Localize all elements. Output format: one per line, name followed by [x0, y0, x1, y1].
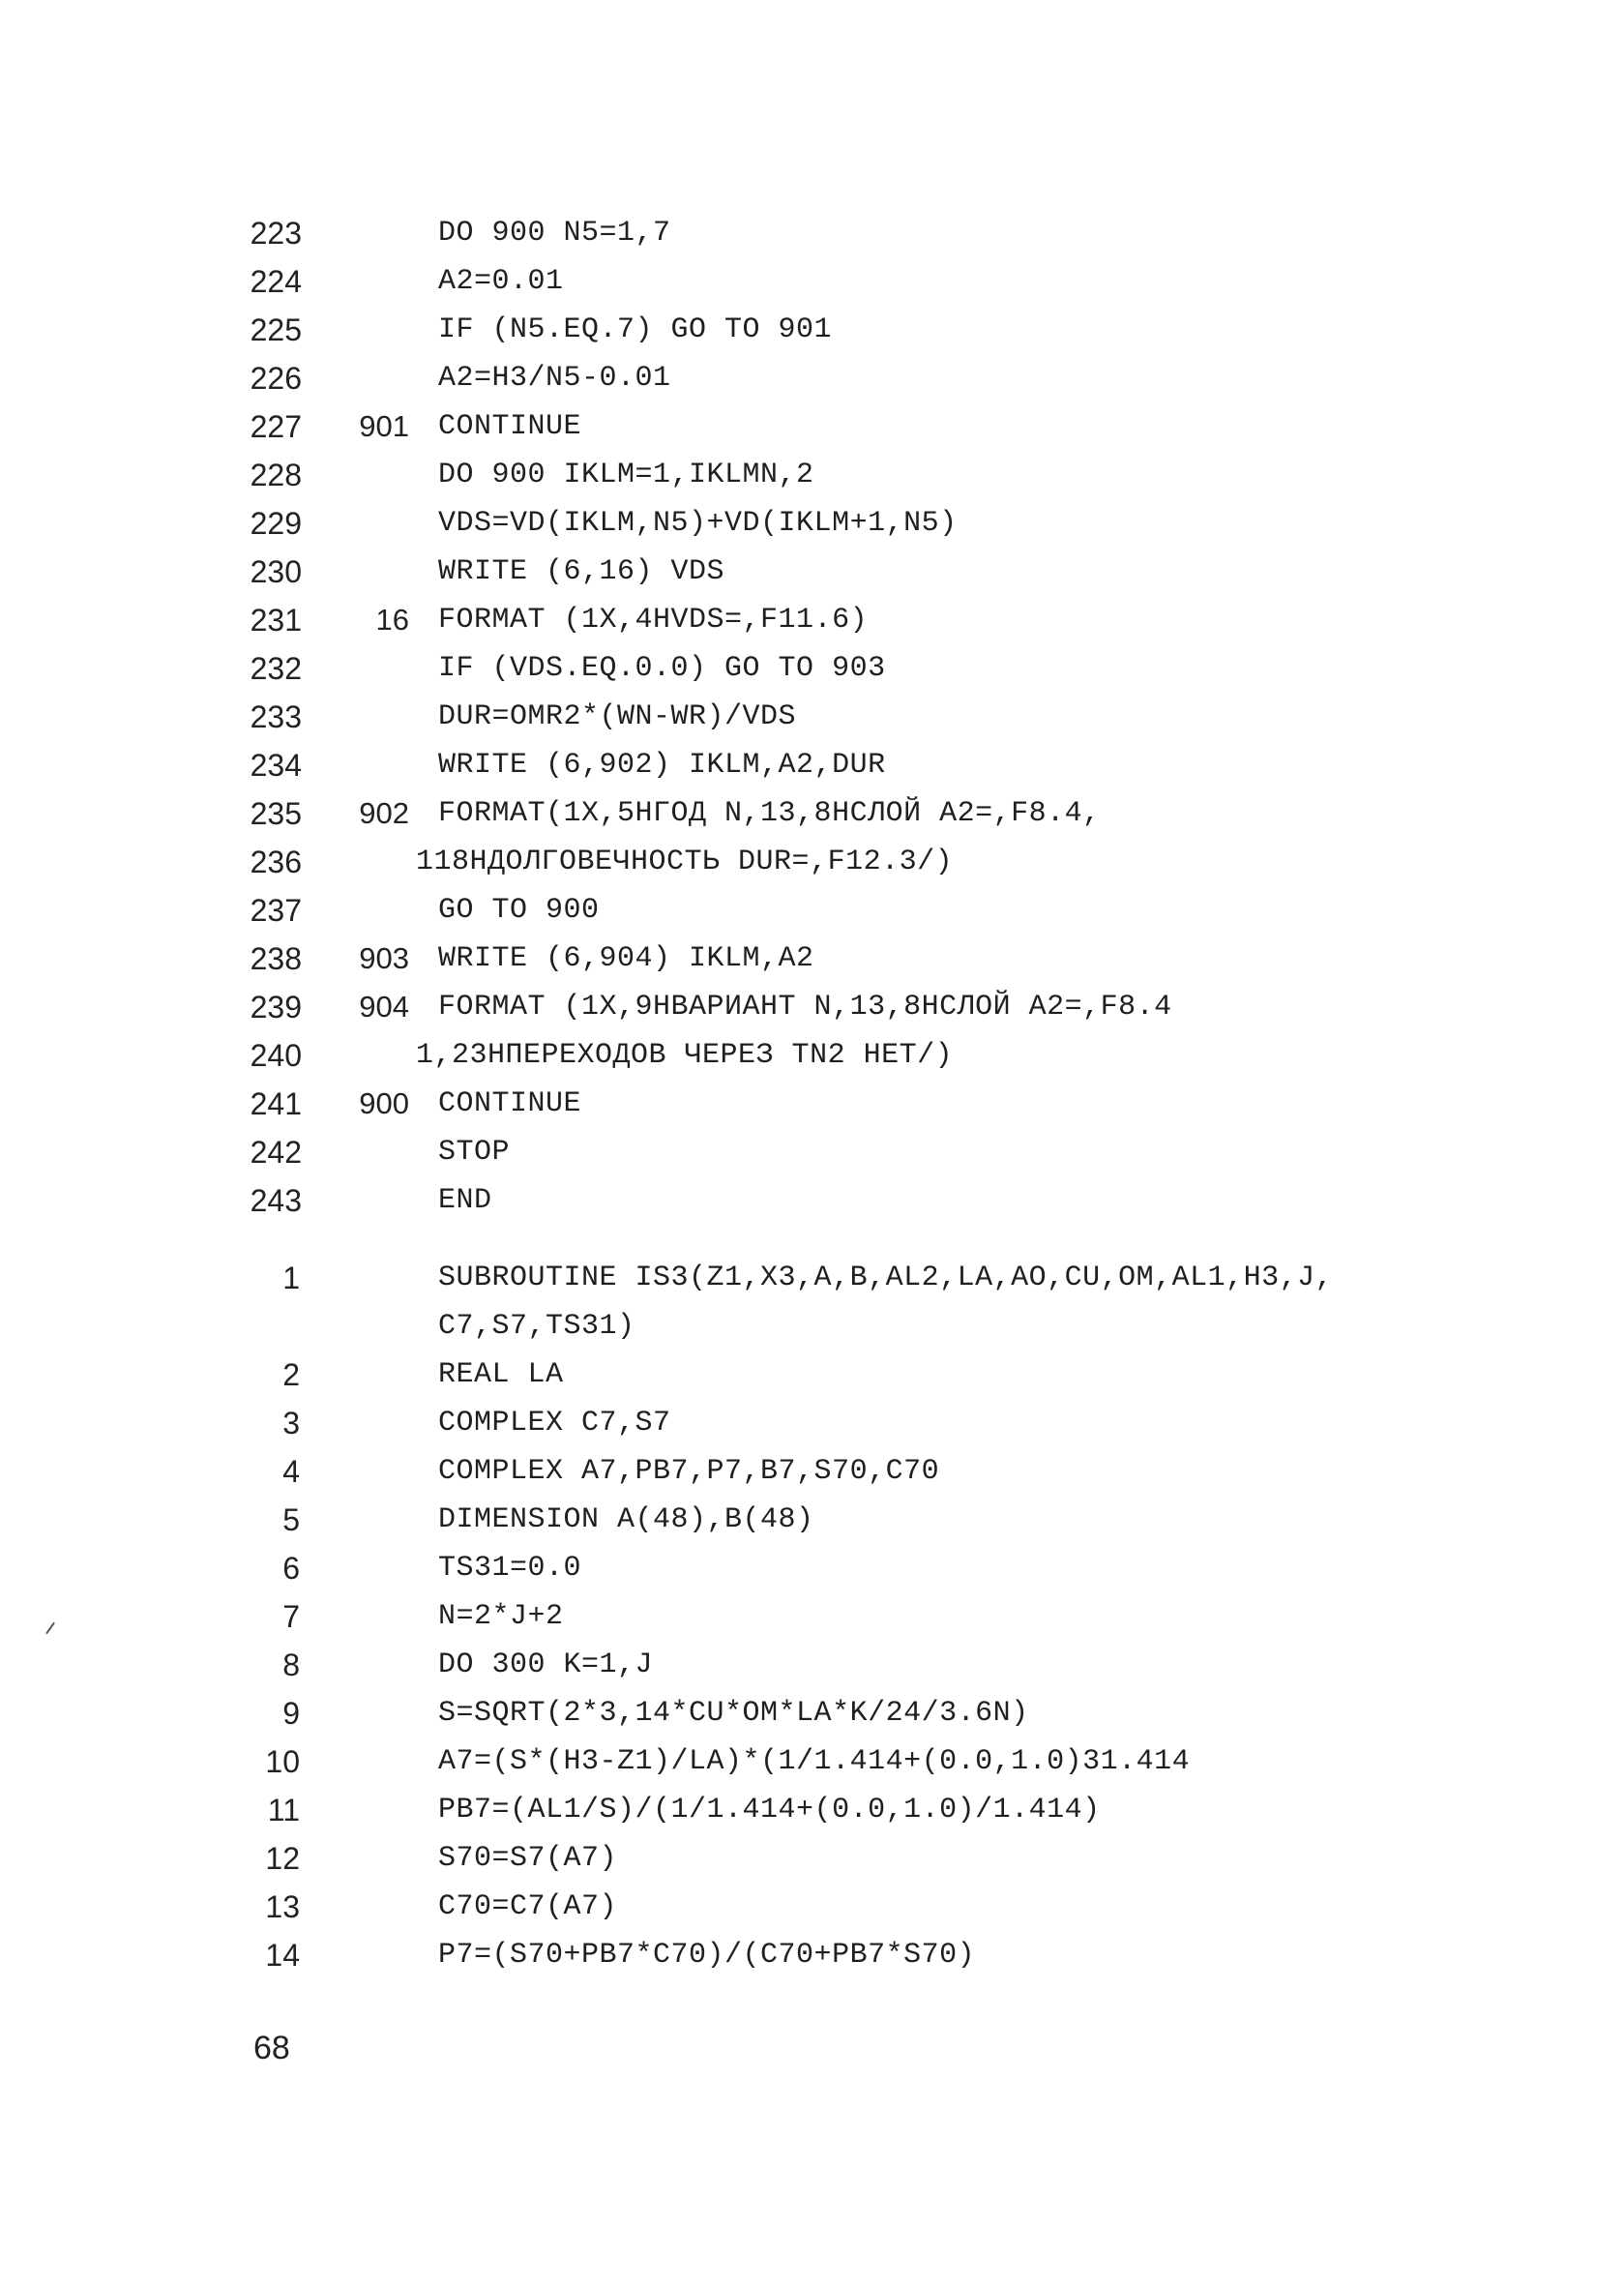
- code-text: SUBROUTINE IS3(Z1,X3,A,B,AL2,LA,AO,CU,OM,AL1,H3,J,: [438, 1262, 1334, 1294]
- code-text: N=2*J+2: [438, 1600, 564, 1633]
- line-number: 7: [282, 1599, 300, 1634]
- code-line: [232, 451, 1490, 499]
- code-line: [232, 1128, 1490, 1176]
- subroutine-block: [232, 1254, 1490, 1979]
- line-number: 5: [282, 1502, 300, 1537]
- statement-label: 904: [359, 990, 409, 1024]
- code-text: S=SQRT(2*3,14*CU*OM*LA*K/24/3.6N): [438, 1697, 1029, 1730]
- code-text: P7=(S70+PB7*C70)/(C70+PB7*S70): [438, 1939, 976, 1972]
- line-number: 233: [250, 699, 302, 734]
- code-text: REAL LA: [438, 1358, 564, 1391]
- code-text: WRITE (6,904) IKLM,A2: [438, 942, 814, 975]
- line-number: 230: [250, 554, 302, 589]
- code-text: C7,S7,TS31): [438, 1310, 635, 1343]
- line-number: 2: [282, 1357, 300, 1392]
- code-line: [232, 1176, 1490, 1225]
- line-number: 239: [250, 990, 302, 1025]
- statement-label: 901: [359, 409, 409, 443]
- code-text: S70=S7(A7): [438, 1842, 618, 1875]
- statement-label: 903: [359, 941, 409, 975]
- code-text: FORMAT (1X,4HVDS=,F11.6): [438, 604, 869, 637]
- code-text: WRITE (6,16) VDS: [438, 555, 725, 588]
- statement-label: 900: [359, 1086, 409, 1120]
- line-number: 226: [250, 361, 302, 396]
- code-line: [232, 935, 1490, 983]
- code-text: 118HДОЛГОВЕЧНОСТЬ DUR=,F12.3/): [416, 846, 954, 878]
- line-number: 237: [250, 893, 302, 928]
- code-text: IF (N5.EQ.7) GO TO 901: [438, 313, 833, 346]
- code-text: 1,23HПЕРЕХОДОВ ЧЕРЕЗ TN2 НЕТ/): [416, 1039, 954, 1072]
- code-text: COMPLEX C7,S7: [438, 1407, 671, 1440]
- line-number: 235: [250, 796, 302, 831]
- line-number: 13: [265, 1889, 300, 1924]
- code-text: STOP: [438, 1136, 511, 1169]
- code-line: [232, 1351, 1490, 1399]
- code-line: [232, 306, 1490, 354]
- code-line: [232, 402, 1490, 451]
- code-text: TS31=0.0: [438, 1552, 582, 1585]
- code-text: FORMAT (1X,9HВАРИАНТ N,13,8HСЛОЙ A2=,F8.4: [438, 991, 1172, 1024]
- line-number: 3: [282, 1406, 300, 1441]
- code-text: COMPLEX A7,PB7,P7,B7,S70,C70: [438, 1455, 940, 1488]
- code-text: DIMENSION A(48),B(48): [438, 1503, 814, 1536]
- main-program-block: [232, 209, 1490, 1225]
- line-number: 243: [250, 1183, 302, 1218]
- line-number: 236: [250, 845, 302, 879]
- code-line: [232, 1689, 1490, 1738]
- code-text: A2=0.01: [438, 265, 564, 298]
- code-listing: [232, 209, 1490, 1979]
- code-text: A2=H3/N5-0.01: [438, 362, 671, 395]
- code-line: [232, 693, 1490, 741]
- code-text: GO TO 900: [438, 894, 600, 927]
- code-line: [232, 548, 1490, 596]
- code-line: [232, 1834, 1490, 1883]
- line-number: 6: [282, 1551, 300, 1586]
- code-line: [232, 1254, 1490, 1302]
- line-number: 229: [250, 506, 302, 541]
- line-number: 4: [282, 1454, 300, 1489]
- code-line: [232, 1592, 1490, 1641]
- code-line: [232, 741, 1490, 789]
- code-line: [232, 354, 1490, 402]
- line-number: 1: [282, 1261, 300, 1295]
- code-text: A7=(S*(H3-Z1)/LA)*(1/1.414+(0.0,1.0)31.414: [438, 1745, 1191, 1778]
- line-number: 238: [250, 941, 302, 976]
- line-number: 8: [282, 1648, 300, 1682]
- block-separator: [232, 1225, 1490, 1254]
- code-text: VDS=VD(IKLM,N5)+VD(IKLM+1,N5): [438, 507, 958, 540]
- code-text: IF (VDS.EQ.0.0) GO TO 903: [438, 652, 886, 685]
- code-text: DO 300 K=1,J: [438, 1648, 654, 1681]
- scan-speck: [45, 1622, 55, 1635]
- code-line: [232, 1080, 1490, 1128]
- code-text: PB7=(AL1/S)/(1/1.414+(0.0,1.0)/1.414): [438, 1794, 1101, 1827]
- line-number: 10: [265, 1744, 300, 1779]
- code-line: [232, 789, 1490, 838]
- code-line: [232, 1447, 1490, 1496]
- line-number: 241: [250, 1086, 302, 1121]
- code-text: CONTINUE: [438, 1087, 582, 1120]
- code-line: [232, 838, 1490, 886]
- code-line: [232, 257, 1490, 306]
- line-number: 231: [250, 603, 302, 638]
- page-number: 68: [253, 2030, 290, 2066]
- line-number: 232: [250, 651, 302, 686]
- code-text: C70=C7(A7): [438, 1890, 618, 1923]
- line-number: 223: [250, 216, 302, 251]
- code-text: DUR=OMR2*(WN-WR)/VDS: [438, 700, 797, 733]
- code-text: WRITE (6,902) IKLM,A2,DUR: [438, 749, 886, 782]
- code-text: DO 900 IKLM=1,IKLMN,2: [438, 459, 814, 491]
- line-number: 14: [265, 1938, 300, 1973]
- line-number: 234: [250, 748, 302, 783]
- code-line: [232, 1738, 1490, 1786]
- line-number: 240: [250, 1038, 302, 1073]
- line-number: 11: [267, 1793, 300, 1827]
- code-line: [232, 1641, 1490, 1689]
- code-line: [232, 1544, 1490, 1592]
- code-line: [232, 644, 1490, 693]
- line-number: 242: [250, 1135, 302, 1170]
- code-line: [232, 1302, 1490, 1351]
- code-line: [232, 1931, 1490, 1979]
- code-line: [232, 983, 1490, 1031]
- code-text: CONTINUE: [438, 410, 582, 443]
- line-number: 227: [250, 409, 302, 444]
- code-line: [232, 886, 1490, 935]
- line-number: 12: [265, 1841, 300, 1876]
- code-line: [232, 1031, 1490, 1080]
- code-line: [232, 1883, 1490, 1931]
- code-line: [232, 499, 1490, 548]
- code-line: [232, 1786, 1490, 1834]
- code-line: [232, 209, 1490, 257]
- statement-label: 16: [375, 603, 409, 637]
- statement-label: 902: [359, 796, 409, 830]
- code-text: END: [438, 1184, 492, 1217]
- line-number: 228: [250, 458, 302, 492]
- line-number: 9: [282, 1696, 300, 1731]
- code-line: [232, 1399, 1490, 1447]
- code-text: FORMAT(1X,5HГОД N,13,8HСЛОЙ A2=,F8.4,: [438, 797, 1101, 830]
- line-number: 224: [250, 264, 302, 299]
- code-line: [232, 596, 1490, 644]
- line-number: 225: [250, 312, 302, 347]
- code-text: DO 900 N5=1,7: [438, 217, 671, 250]
- code-line: [232, 1496, 1490, 1544]
